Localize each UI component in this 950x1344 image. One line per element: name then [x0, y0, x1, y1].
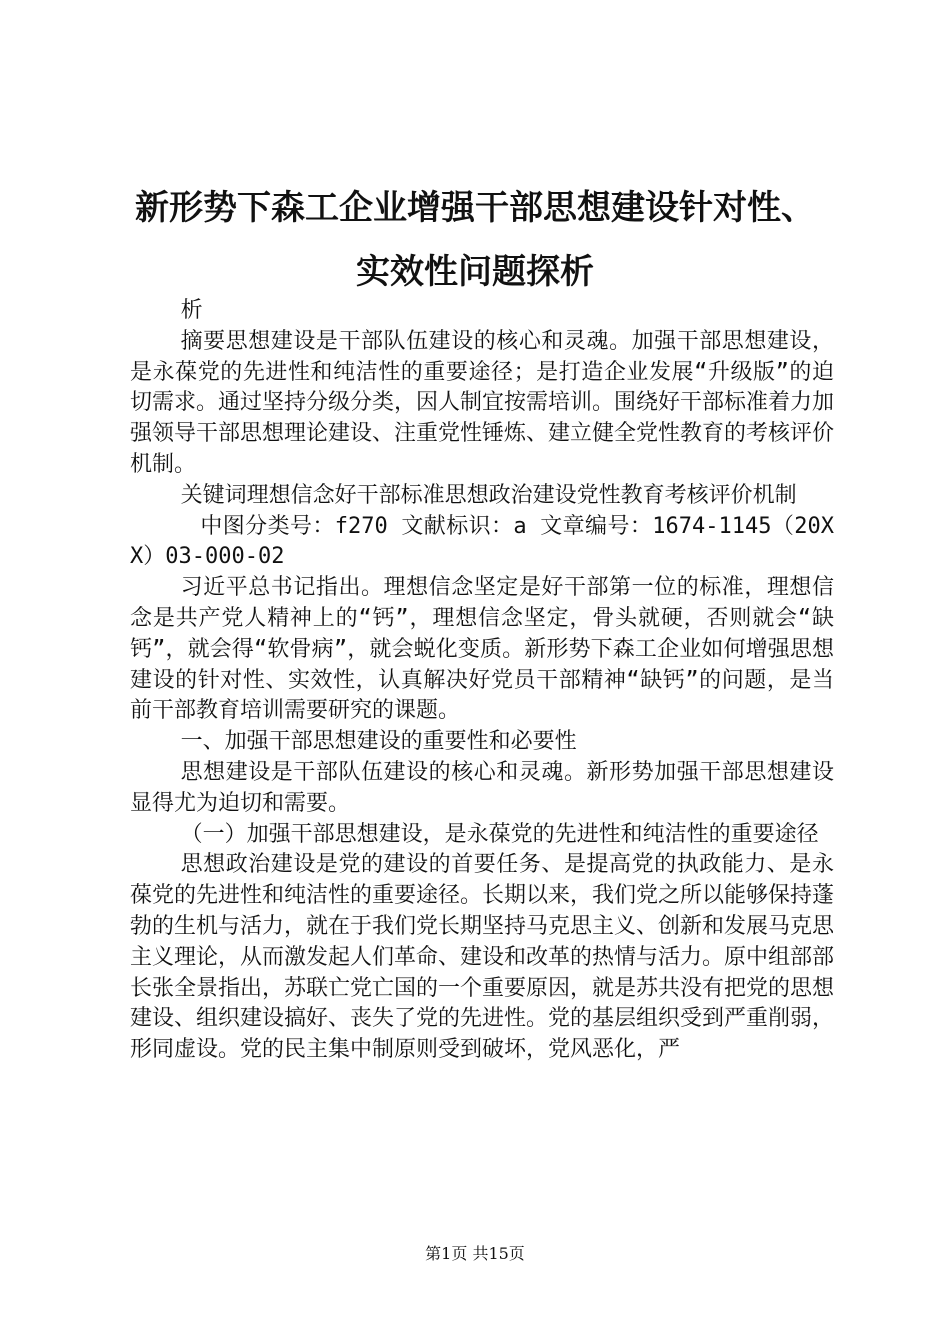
subsection-heading: （一）加强干部思想建设，是永葆党的先进性和纯洁性的重要途径 — [180, 821, 819, 847]
section-heading: 一、加强干部思想建设的重要性和必要性 — [180, 729, 577, 755]
body-paragraph: 思想建设是干部队伍建设的核心和灵魂。新形势加强干部思想建设显得尤为迫切和需要。 — [130, 759, 834, 816]
body-paragraph-fragment: 析 — [180, 298, 203, 323]
document-title-line-1: 新形势下森工企业增强干部思想建设针对性、 — [135, 188, 815, 228]
classification-paragraph: 中图分类号：f270 文献标识：a 文章编号：1674-1145（20XX）03-000-02 — [130, 513, 834, 570]
abstract-paragraph: 摘要思想建设是干部队伍建设的核心和灵魂。加强干部思想建设，是永葆党的先进性和纯洁性的重要途径；是打造企业发展“升级版”的迫切需求。通过坚持分级分类，因人制宜按需培训。围绕好干部标准着力加强领导干部思想理论建设、注重党性锤炼、建立健全党性教育的考核评价机制。 — [130, 328, 835, 477]
body-paragraph: 习近平总书记指出。理想信念坚定是好干部第一位的标准，理想信念是共产党人精神上的“钙”，理想信念坚定，骨头就硬，否则就会“缺钙”，就会得“软骨病”，就会蜕化变质。新形势下森工企业如何增强思想建设的针对性、实效性，认真解决好党员干部精神“缺钙”的问题，是当前干部教育培训需要研究的课题。 — [130, 575, 834, 724]
body-paragraph: 思想政治建设是党的建设的首要任务、是提高党的执政能力、是永葆党的先进性和纯洁性的重要途径。长期以来，我们党之所以能够保持蓬勃的生机与活力，就在于我们党长期坚持马克思主义、创新和发展马克思主义理论，从而激发起人们革命、建设和改革的热情与活力。原中组部部长张全景指出，苏联亡党亡国的一个重要原因，就是苏共没有把党的思想建设、组织建设搞好、丧失了党的先进性。党的基层组织受到严重削弱，形同虚设。党的民主集中制原则受到破坏，党风恶化，严 — [130, 852, 835, 1063]
document-title-line-2: 实效性问题探析 — [356, 252, 594, 292]
keywords-paragraph: 关键词理想信念好干部标准思想政治建设党性教育考核评价机制 — [180, 482, 797, 508]
document-body — [130, 296, 834, 1066]
page-indicator: 第1页 共15页 — [425, 1244, 525, 1263]
